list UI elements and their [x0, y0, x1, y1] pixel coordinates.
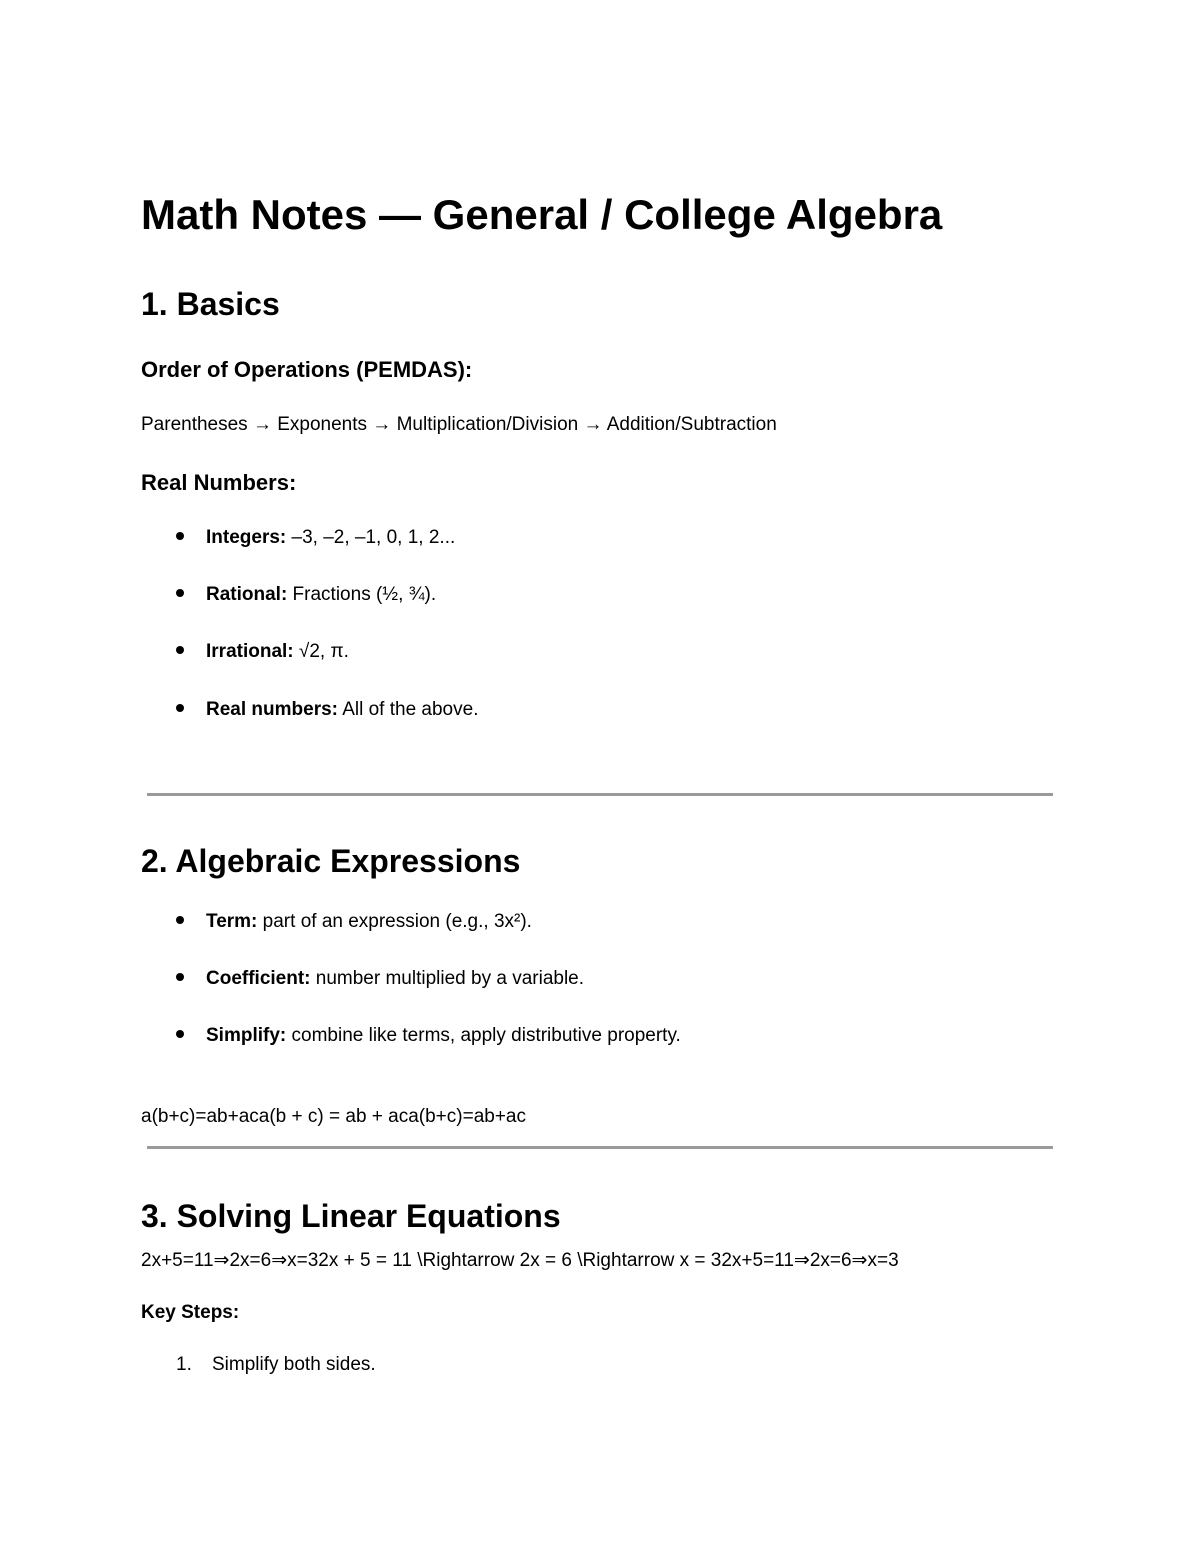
list-item-label: Integers: — [206, 527, 287, 548]
linear-equation-formula: 2x+5=11⇒2x=6⇒x=32x + 5 = 11 \Rightarrow 2x = 6 \Rightarrow x = 32x+5=11⇒2x=6⇒x=3 — [141, 1250, 899, 1271]
list-item-label: Simplify: — [206, 1025, 287, 1046]
section-divider — [147, 1146, 1053, 1149]
list-item-label: Rational: — [206, 584, 288, 605]
distributive-formula: a(b+c)=ab+aca(b + c) = ab + aca(b+c)=ab+ac — [141, 1106, 527, 1127]
bullet-icon — [176, 704, 184, 712]
list-item — [176, 910, 532, 934]
list-item-text: combine like terms, apply distributive property. — [286, 1025, 681, 1046]
list-item-text: number multiplied by a variable. — [310, 968, 585, 989]
bullet-icon — [176, 532, 184, 540]
real-numbers-heading: Real Numbers: — [141, 470, 297, 495]
list-item — [176, 526, 455, 550]
list-item — [176, 698, 478, 722]
page-title: Math Notes — General / College Algebra — [141, 191, 943, 238]
list-item — [176, 583, 436, 607]
list-item — [176, 1353, 376, 1377]
list-number: 1. — [176, 1354, 192, 1375]
section-heading-basics: 1. Basics — [141, 286, 280, 322]
list-item-text: –3, –2, –1, 0, 1, 2... — [286, 527, 456, 548]
key-steps-heading: Key Steps: — [141, 1302, 240, 1323]
bullet-icon — [176, 916, 184, 924]
bullet-icon — [176, 646, 184, 654]
list-item-text: Simplify both sides. — [212, 1354, 376, 1375]
bullet-icon — [176, 1030, 184, 1038]
list-item-text: √2, π. — [293, 641, 349, 662]
list-item-label: Coefficient: — [206, 968, 311, 989]
list-item-label: Term: — [206, 911, 258, 932]
list-item — [176, 967, 584, 991]
section-heading-algebraic-expressions: 2. Algebraic Expressions — [141, 843, 521, 879]
list-item — [176, 1024, 681, 1048]
section-heading-linear-equations: 3. Solving Linear Equations — [141, 1198, 561, 1234]
section-divider — [147, 793, 1053, 796]
bullet-icon — [176, 973, 184, 981]
order-of-operations-text: Parentheses → Exponents → Multiplication/Division → Addition/Subtraction — [141, 414, 777, 435]
order-of-operations-heading: Order of Operations (PEMDAS): — [141, 357, 473, 382]
list-item-label: Irrational: — [206, 641, 294, 662]
list-item-text: All of the above. — [337, 699, 479, 720]
list-item — [176, 640, 349, 664]
bullet-icon — [176, 589, 184, 597]
list-item-text: Fractions (½, ¾). — [287, 584, 437, 605]
list-item-label: Real numbers: — [206, 699, 338, 720]
list-item-text: part of an expression (e.g., 3x²). — [257, 911, 532, 932]
